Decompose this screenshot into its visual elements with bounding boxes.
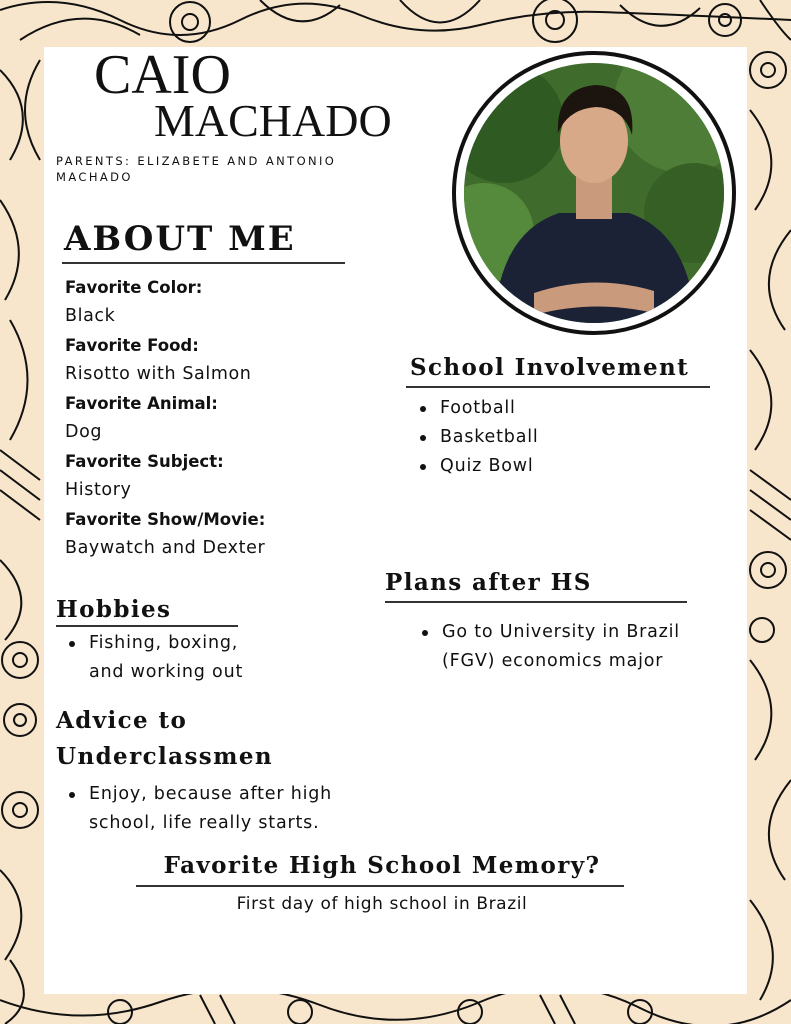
hobbies-line-1: Fishing, boxing, xyxy=(89,633,239,653)
advice-heading xyxy=(56,703,273,775)
hobbies-heading: Hobbies xyxy=(56,596,172,623)
favorite-color-value: Black xyxy=(65,306,116,326)
parents-line: PARENTS: ELIZABETE AND ANTONIO MACHADO xyxy=(56,154,337,184)
advice-list xyxy=(65,780,365,838)
last-name: MACHADO xyxy=(154,95,392,146)
list-item xyxy=(65,629,325,687)
advice-line-2: school, life really starts. xyxy=(89,813,320,833)
plans-line-2: (FGV) economics major xyxy=(442,651,664,671)
favorite-show-label: Favorite Show/Movie: xyxy=(65,510,266,529)
portrait-photo xyxy=(464,63,724,323)
list-item-text: Football xyxy=(440,398,516,418)
memory-text: First day of high school in Brazil xyxy=(236,894,528,914)
favorite-animal-value: Dog xyxy=(65,422,103,442)
favorite-subject-value: History xyxy=(65,480,132,500)
advice-heading-line-1: Advice to xyxy=(56,707,188,734)
list-item-text: Quiz Bowl xyxy=(440,456,534,476)
portrait-frame xyxy=(452,51,736,335)
memory-heading: Favorite High School Memory? xyxy=(163,852,601,879)
bullet-icon xyxy=(422,630,428,636)
list-item xyxy=(416,423,696,452)
bullet-icon xyxy=(420,406,426,412)
favorite-animal-label: Favorite Animal: xyxy=(65,394,218,413)
bullet-icon xyxy=(69,641,75,647)
about-me-heading: ABOUT ME xyxy=(64,219,296,259)
hobbies-underline xyxy=(56,625,238,627)
list-item xyxy=(416,452,696,481)
school-involvement-underline xyxy=(406,386,710,388)
hobbies-list xyxy=(65,629,325,687)
list-item xyxy=(65,780,365,838)
favorite-food-label: Favorite Food: xyxy=(65,336,199,355)
plans-list xyxy=(418,618,718,676)
favorite-food-value: Risotto with Salmon xyxy=(65,364,252,384)
memory-underline xyxy=(136,885,624,887)
list-item xyxy=(416,394,696,423)
bullet-icon xyxy=(69,792,75,798)
advice-heading-line-2: Underclassmen xyxy=(56,743,274,770)
plans-underline xyxy=(385,601,687,603)
school-involvement-heading: School Involvement xyxy=(410,354,690,381)
list-item xyxy=(418,618,718,676)
bullet-icon xyxy=(420,435,426,441)
school-involvement-list xyxy=(416,394,696,481)
about-me-underline xyxy=(62,262,345,264)
list-item-text: Basketball xyxy=(440,427,539,447)
portrait-image xyxy=(464,63,724,323)
plans-line-1: Go to University in Brazil xyxy=(442,622,680,642)
first-name: CAIO xyxy=(94,44,231,106)
hobbies-line-2: and working out xyxy=(89,662,244,682)
favorite-show-value: Baywatch and Dexter xyxy=(65,538,266,558)
plans-heading: Plans after HS xyxy=(385,569,592,596)
advice-line-1: Enjoy, because after high xyxy=(89,784,333,804)
profile-card xyxy=(44,44,747,994)
bullet-icon xyxy=(420,464,426,470)
about-me-list xyxy=(65,273,365,563)
favorite-color-label: Favorite Color: xyxy=(65,278,203,297)
favorite-subject-label: Favorite Subject: xyxy=(65,452,224,471)
